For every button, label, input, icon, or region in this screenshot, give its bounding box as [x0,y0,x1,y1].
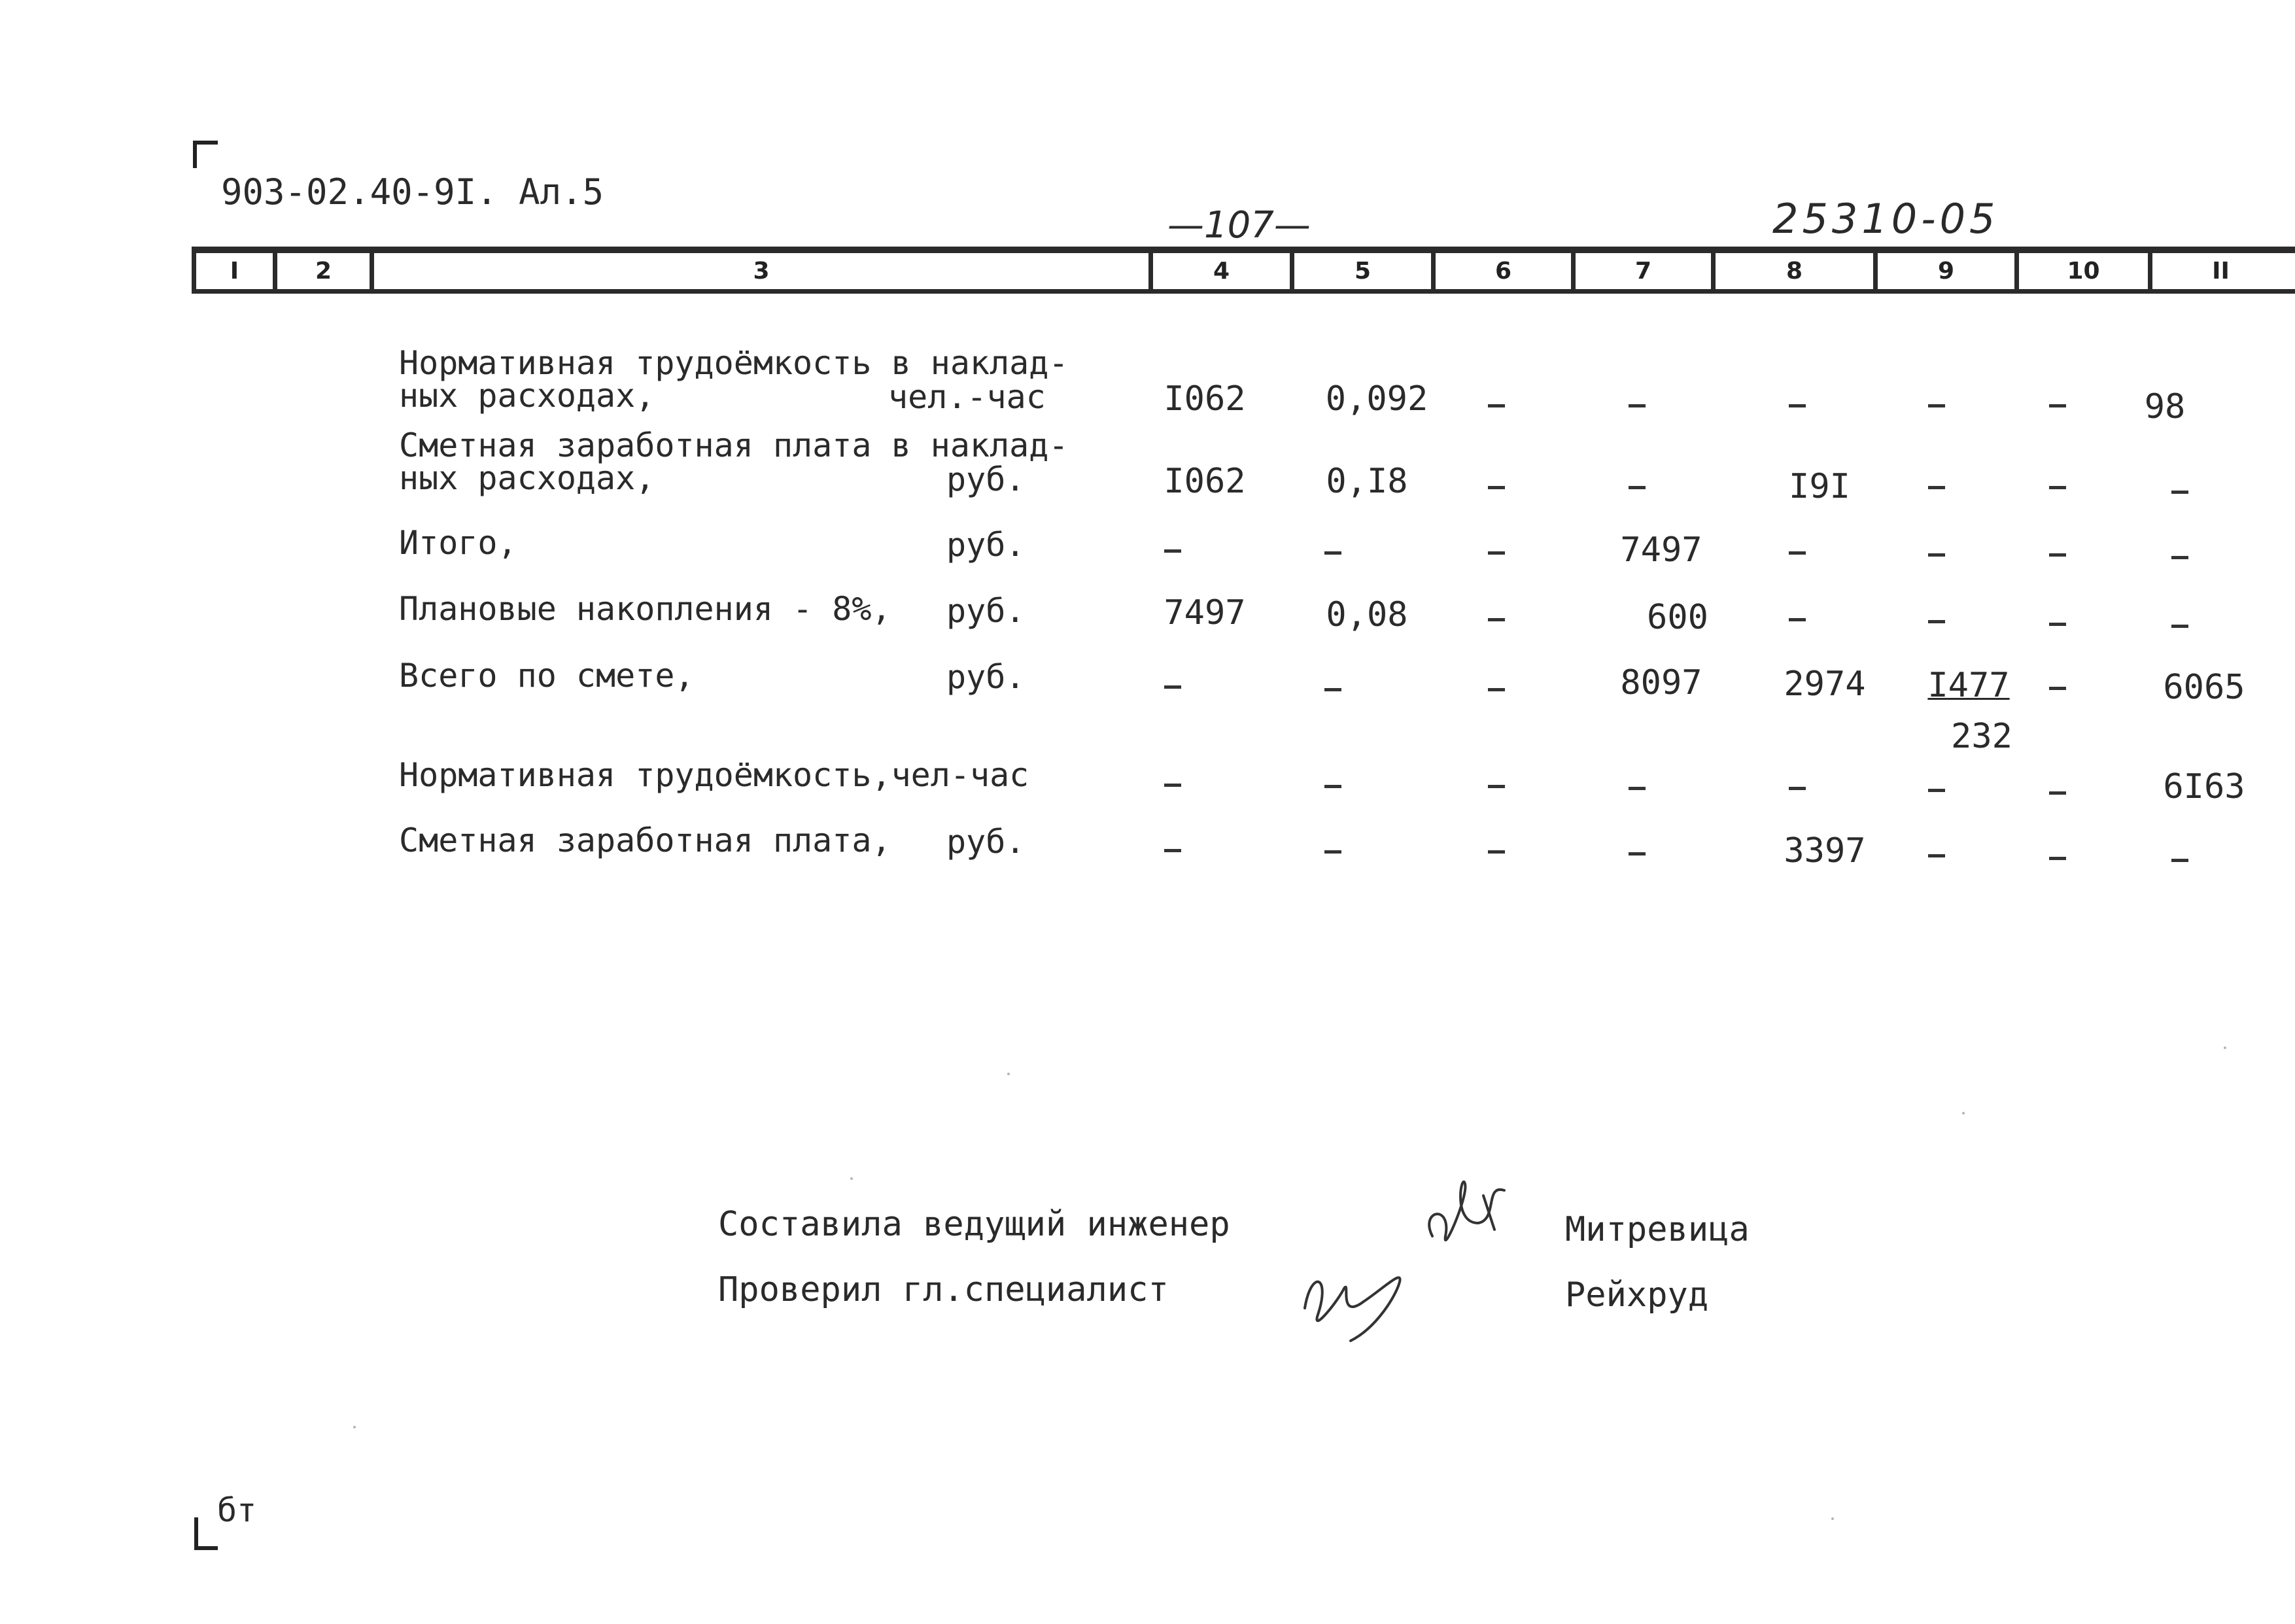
cell-col7-dash [1629,404,1646,407]
cell-col9-dash [1928,404,1945,407]
cell-col11-dash [2171,625,2188,628]
cell-col4-dash [1164,784,1181,787]
compiled-by-role: Составила ведущий инженер [718,1205,1230,1244]
column-number: II [2212,258,2230,285]
cell-col9-dash [1928,553,1945,557]
cell-col5-dash [1324,551,1341,555]
cell-col6-dash [1488,850,1505,854]
handwritten-signature-checker [1292,1230,1436,1354]
scan-speck [2224,1046,2226,1049]
row-description: Сметная заработная плата, [399,821,891,859]
corner-mark-bottom-left [194,1517,218,1550]
column-number: 4 [1213,258,1230,285]
scan-speck [1962,1112,1965,1114]
compiled-by-name: Митревица [1565,1210,1750,1249]
cell-col6-dash [1488,551,1505,555]
checked-by-name: Рейхруд [1565,1275,1709,1315]
row-description: ных расходах, [399,377,655,415]
footer-mark: бт [217,1491,257,1529]
cell-col4: I062 [1164,462,1246,501]
row-description: Итого, [399,524,517,562]
cell-col8-dash [1789,551,1806,555]
cell-col11-dash [2171,556,2188,559]
cell-col6-dash [1488,404,1505,407]
cell-col4: 7497 [1164,593,1246,632]
cell-col5-dash [1324,688,1341,691]
row-unit: руб. [946,592,1026,630]
cell-col10-dash [2049,857,2066,860]
cell-col6-dash [1488,618,1505,621]
cell-col11-dash [2171,491,2188,494]
row-unit: руб. [946,658,1026,696]
cell-col11-dash [2171,859,2188,862]
scan-speck [1007,1073,1010,1075]
scan-speck [353,1426,356,1428]
cell-col9-subvalue: 232 [1951,717,2012,756]
cell-col4: I062 [1164,379,1246,419]
row-unit: чел.-час [888,378,1046,416]
row-unit: руб. [946,823,1026,861]
cell-col10-dash [2049,687,2066,690]
cell-col5-dash [1324,785,1341,788]
cell-col4-dash [1164,549,1181,553]
cell-col8-dash [1789,787,1806,790]
column-number: 9 [1937,258,1955,285]
cell-col7-dash [1629,852,1646,855]
column-number: 6 [1494,258,1512,285]
column-number: 3 [753,258,770,285]
row-description: Нормативная трудоёмкость,чел-час [399,756,1029,794]
column-number: 2 [315,258,332,285]
handwritten-code: 25310-05 [1772,195,1999,243]
cell-col11: 6065 [2163,668,2245,707]
column-number: 10 [2067,258,2100,285]
cell-col4-dash [1164,849,1181,852]
row-description: Сметная заработная плата в наклад- [399,426,1069,464]
cell-col9: I477 [1927,666,2010,705]
cell-col10-dash [2049,404,2066,407]
corner-mark-top-left [193,141,218,168]
column-number: I [230,258,239,285]
cell-col11: 6I63 [2163,767,2245,806]
scan-speck [850,1177,853,1180]
checked-by-role: Проверил гл.специалист [718,1270,1169,1309]
cell-col5: 0,092 [1325,379,1428,419]
row-unit: руб. [946,460,1026,498]
scan-speck [1831,1517,1834,1520]
column-number: 5 [1354,258,1372,285]
page-number: —107— [1167,204,1311,247]
cell-col7-dash [1629,787,1646,790]
cell-col5: 0,I8 [1326,462,1408,501]
row-unit: руб. [946,526,1026,564]
cell-col4-dash [1164,685,1181,689]
cell-col10-dash [2049,486,2066,489]
cell-col8-dash [1789,618,1806,621]
column-number: 7 [1634,258,1652,285]
cell-col8: I9I [1789,467,1850,506]
cell-col5: 0,08 [1326,595,1408,634]
column-number-strip [192,247,2295,294]
cell-col7: 7497 [1620,530,1702,570]
cell-col6-dash [1488,785,1505,788]
row-description: Всего по смете, [399,657,695,695]
cell-col6-dash [1488,486,1505,489]
cell-col9-dash [1928,789,1945,792]
cell-col8-dash [1789,404,1806,407]
cell-col7-dash [1629,486,1646,489]
cell-col9-dash [1928,854,1945,857]
cell-col11: 98 [2144,387,2186,426]
cell-col6-dash [1488,688,1505,691]
row-description: Нормативная трудоёмкость в наклад- [399,344,1069,382]
cell-col7: 600 [1647,598,1708,637]
cell-col7: 8097 [1620,663,1702,702]
column-number: 8 [1786,258,1803,285]
row-description: ных расходах, [399,459,655,497]
document-code: 903-02.40-9I. Ал.5 [221,171,604,213]
cell-col5-dash [1324,850,1341,854]
cell-col8: 3397 [1784,831,1866,871]
cell-col9-dash [1928,620,1945,623]
cell-col8: 2974 [1784,665,1866,704]
cell-col10-dash [2049,623,2066,626]
row-description: Плановые накопления - 8%, [399,590,891,628]
cell-col9-dash [1928,486,1945,489]
cell-col10-dash [2049,791,2066,795]
cell-col10-dash [2049,553,2066,557]
